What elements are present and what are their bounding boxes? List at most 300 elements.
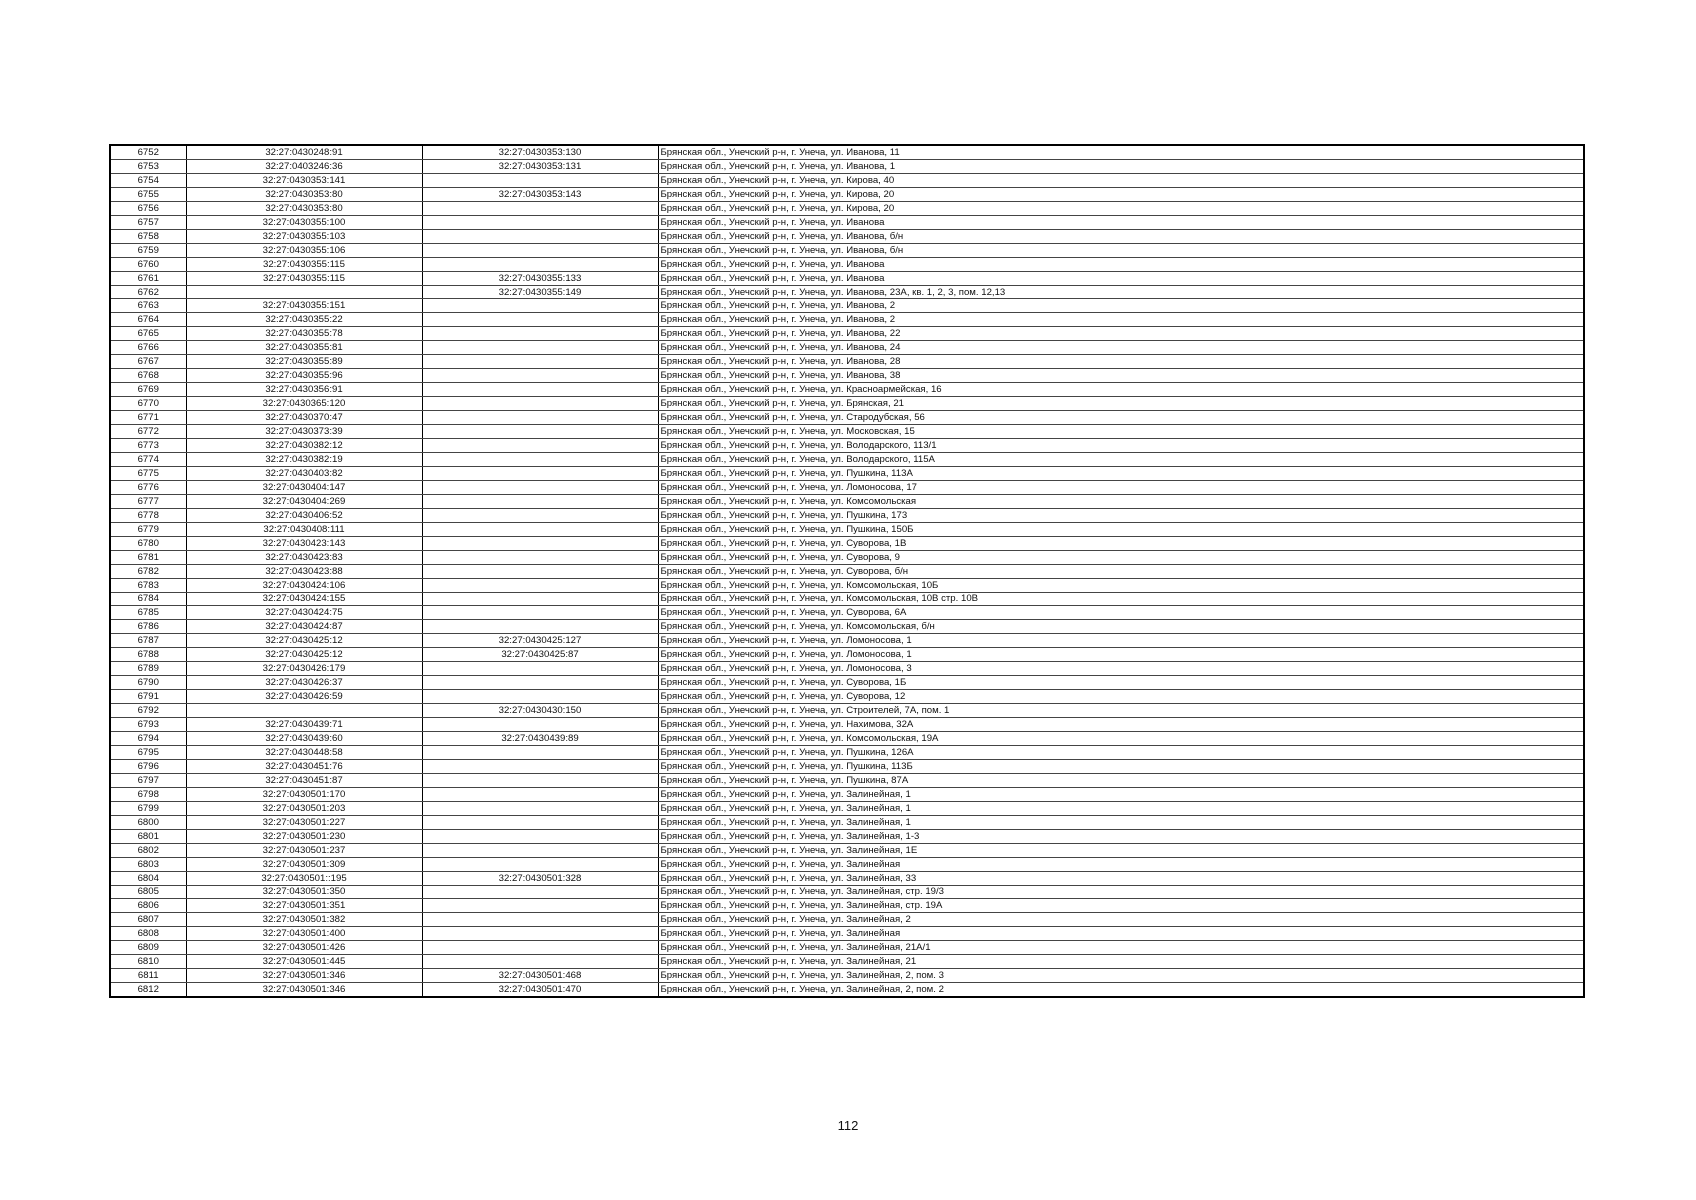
land-plot-cadastral-cell: 32:27:0430353:80 <box>186 187 422 201</box>
row-number-cell: 6780 <box>110 536 186 550</box>
address-cell: Брянская обл., Унечский р-н, г. Унеча, ул. Комсомольская <box>658 494 1584 508</box>
address-cell: Брянская обл., Унечский р-н, г. Унеча, ул. Иванова, 28 <box>658 355 1584 369</box>
building-cadastral-cell <box>422 480 658 494</box>
building-cadastral-cell <box>422 941 658 955</box>
building-cadastral-cell <box>422 313 658 327</box>
land-plot-cadastral-cell: 32:27:0430501:227 <box>186 815 422 829</box>
row-number-cell: 6808 <box>110 927 186 941</box>
table-row <box>110 620 1584 634</box>
table-row <box>110 327 1584 341</box>
building-cadastral-cell <box>422 369 658 383</box>
address-cell: Брянская обл., Унечский р-н, г. Унеча, ул. Суворова, 12 <box>658 690 1584 704</box>
row-number-cell: 6781 <box>110 550 186 564</box>
address-cell: Брянская обл., Унечский р-н, г. Унеча, ул. Комсомольская, б/н <box>658 620 1584 634</box>
address-cell: Брянская обл., Унечский р-н, г. Унеча, ул. Кирова, 20 <box>658 201 1584 215</box>
address-cell: Брянская обл., Унечский р-н, г. Унеча, ул. Красноармейская, 16 <box>658 383 1584 397</box>
row-number-cell: 6773 <box>110 439 186 453</box>
land-plot-cadastral-cell: 32:27:0430426:37 <box>186 676 422 690</box>
land-plot-cadastral-cell: 32:27:0430382:12 <box>186 439 422 453</box>
row-number-cell: 6766 <box>110 341 186 355</box>
address-cell: Брянская обл., Унечский р-н, г. Унеча, ул. Пушкина, 150Б <box>658 522 1584 536</box>
land-plot-cadastral-cell: 32:27:0430353:80 <box>186 201 422 215</box>
table-row <box>110 815 1584 829</box>
row-number-cell: 6787 <box>110 634 186 648</box>
table-row <box>110 913 1584 927</box>
registry-table-body <box>110 145 1584 997</box>
table-row <box>110 508 1584 522</box>
address-cell: Брянская обл., Унечский р-н, г. Унеча, ул. Залинейная, стр. 19А <box>658 899 1584 913</box>
building-cadastral-cell: 32:27:0430501:470 <box>422 983 658 997</box>
table-row <box>110 983 1584 997</box>
table-row <box>110 718 1584 732</box>
building-cadastral-cell: 32:27:0430353:143 <box>422 187 658 201</box>
land-plot-cadastral-cell: 32:27:0430451:87 <box>186 773 422 787</box>
address-cell: Брянская обл., Унечский р-н, г. Унеча, ул. Суворова, 1Б <box>658 676 1584 690</box>
building-cadastral-cell <box>422 229 658 243</box>
land-plot-cadastral-cell: 32:27:0430501:237 <box>186 843 422 857</box>
row-number-cell: 6755 <box>110 187 186 201</box>
row-number-cell: 6800 <box>110 815 186 829</box>
address-cell: Брянская обл., Унечский р-н, г. Унеча, ул. Комсомольская, 10Б <box>658 578 1584 592</box>
address-cell: Брянская обл., Унечский р-н, г. Унеча, ул. Суворова, б/н <box>658 564 1584 578</box>
land-plot-cadastral-cell: 32:27:0430355:151 <box>186 299 422 313</box>
building-cadastral-cell <box>422 578 658 592</box>
land-plot-cadastral-cell: 32:27:0430355:96 <box>186 369 422 383</box>
building-cadastral-cell <box>422 452 658 466</box>
land-plot-cadastral-cell: 32:27:0430406:52 <box>186 508 422 522</box>
land-plot-cadastral-cell: 32:27:0430451:76 <box>186 759 422 773</box>
address-cell: Брянская обл., Унечский р-н, г. Унеча, ул. Залинейная, 1Е <box>658 843 1584 857</box>
address-cell: Брянская обл., Унечский р-н, г. Унеча, ул. Ломоносова, 3 <box>658 662 1584 676</box>
building-cadastral-cell <box>422 508 658 522</box>
table-row <box>110 927 1584 941</box>
land-plot-cadastral-cell: 32:27:0430353:141 <box>186 173 422 187</box>
land-plot-cadastral-cell: 32:27:0430355:78 <box>186 327 422 341</box>
table-row <box>110 159 1584 173</box>
building-cadastral-cell <box>422 355 658 369</box>
building-cadastral-cell <box>422 592 658 606</box>
building-cadastral-cell <box>422 383 658 397</box>
row-number-cell: 6794 <box>110 732 186 746</box>
building-cadastral-cell <box>422 425 658 439</box>
row-number-cell: 6771 <box>110 411 186 425</box>
row-number-cell: 6778 <box>110 508 186 522</box>
land-plot-cadastral-cell: 32:27:0430404:269 <box>186 494 422 508</box>
building-cadastral-cell <box>422 857 658 871</box>
address-cell: Брянская обл., Унечский р-н, г. Унеча, ул. Пушкина, 126А <box>658 745 1584 759</box>
row-number-cell: 6783 <box>110 578 186 592</box>
building-cadastral-cell: 32:27:0430501:328 <box>422 871 658 885</box>
building-cadastral-cell <box>422 215 658 229</box>
building-cadastral-cell: 32:27:0430430:150 <box>422 704 658 718</box>
row-number-cell: 6811 <box>110 969 186 983</box>
land-plot-cadastral-cell <box>186 704 422 718</box>
address-cell: Брянская обл., Унечский р-н, г. Унеча, ул. Пушкина, 173 <box>658 508 1584 522</box>
land-plot-cadastral-cell: 32:27:0430248:91 <box>186 145 422 159</box>
building-cadastral-cell <box>422 564 658 578</box>
table-row <box>110 480 1584 494</box>
building-cadastral-cell: 32:27:0430425:127 <box>422 634 658 648</box>
land-plot-cadastral-cell: 32:27:0430404:147 <box>186 480 422 494</box>
table-row <box>110 397 1584 411</box>
row-number-cell: 6805 <box>110 885 186 899</box>
land-plot-cadastral-cell: 32:27:0430355:115 <box>186 257 422 271</box>
building-cadastral-cell <box>422 955 658 969</box>
land-plot-cadastral-cell: 32:27:0430501:445 <box>186 955 422 969</box>
table-row <box>110 941 1584 955</box>
row-number-cell: 6785 <box>110 606 186 620</box>
row-number-cell: 6803 <box>110 857 186 871</box>
building-cadastral-cell <box>422 773 658 787</box>
table-row <box>110 592 1584 606</box>
land-plot-cadastral-cell: 32:27:0430424:155 <box>186 592 422 606</box>
table-row <box>110 425 1584 439</box>
row-number-cell: 6789 <box>110 662 186 676</box>
building-cadastral-cell <box>422 815 658 829</box>
row-number-cell: 6804 <box>110 871 186 885</box>
land-plot-cadastral-cell: 32:27:0430365:120 <box>186 397 422 411</box>
address-cell: Брянская обл., Унечский р-н, г. Унеча, ул. Иванова, 22 <box>658 327 1584 341</box>
address-cell: Брянская обл., Унечский р-н, г. Унеча, ул. Залинейная <box>658 857 1584 871</box>
table-row <box>110 299 1584 313</box>
land-plot-cadastral-cell: 32:27:0430370:47 <box>186 411 422 425</box>
row-number-cell: 6753 <box>110 159 186 173</box>
land-plot-cadastral-cell: 32:27:0430373:39 <box>186 425 422 439</box>
building-cadastral-cell <box>422 201 658 215</box>
table-row <box>110 201 1584 215</box>
row-number-cell: 6782 <box>110 564 186 578</box>
address-cell: Брянская обл., Унечский р-н, г. Унеча, ул. Пушкина, 113Б <box>658 759 1584 773</box>
address-cell: Брянская обл., Унечский р-н, г. Унеча, ул. Стародубская, 56 <box>658 411 1584 425</box>
building-cadastral-cell <box>422 606 658 620</box>
address-cell: Брянская обл., Унечский р-н, г. Унеча, ул. Залинейная, 21А/1 <box>658 941 1584 955</box>
address-cell: Брянская обл., Унечский р-н, г. Унеча, ул. Залинейная, 2, пом. 3 <box>658 969 1584 983</box>
building-cadastral-cell <box>422 913 658 927</box>
table-row <box>110 732 1584 746</box>
row-number-cell: 6768 <box>110 369 186 383</box>
row-number-cell: 6797 <box>110 773 186 787</box>
row-number-cell: 6760 <box>110 257 186 271</box>
building-cadastral-cell <box>422 843 658 857</box>
land-plot-cadastral-cell: 32:27:0430439:60 <box>186 732 422 746</box>
table-row <box>110 829 1584 843</box>
row-number-cell: 6809 <box>110 941 186 955</box>
address-cell: Брянская обл., Унечский р-н, г. Унеча, ул. Пушкина, 113А <box>658 466 1584 480</box>
address-cell: Брянская обл., Унечский р-н, г. Унеча, ул. Залинейная, 1-3 <box>658 829 1584 843</box>
building-cadastral-cell: 32:27:0430425:87 <box>422 648 658 662</box>
address-cell: Брянская обл., Унечский р-н, г. Унеча, ул. Иванова, 23А, кв. 1, 2, 3, пом. 12,13 <box>658 285 1584 299</box>
land-plot-cadastral-cell: 32:27:0430355:100 <box>186 215 422 229</box>
land-plot-cadastral-cell: 32:27:0430501:346 <box>186 969 422 983</box>
table-row <box>110 411 1584 425</box>
address-cell: Брянская обл., Унечский р-н, г. Унеча, ул. Ломоносова, 1 <box>658 648 1584 662</box>
land-plot-cadastral-cell: 32:27:0430356:91 <box>186 383 422 397</box>
land-plot-cadastral-cell: 32:27:0430501:382 <box>186 913 422 927</box>
table-row <box>110 885 1584 899</box>
address-cell: Брянская обл., Унечский р-н, г. Унеча, ул. Иванова, 1 <box>658 159 1584 173</box>
row-number-cell: 6779 <box>110 522 186 536</box>
land-plot-cadastral-cell: 32:27:0430425:12 <box>186 648 422 662</box>
row-number-cell: 6770 <box>110 397 186 411</box>
building-cadastral-cell <box>422 787 658 801</box>
building-cadastral-cell <box>422 690 658 704</box>
table-row <box>110 550 1584 564</box>
address-cell: Брянская обл., Унечский р-н, г. Унеча, ул. Залинейная, 2 <box>658 913 1584 927</box>
table-row <box>110 606 1584 620</box>
building-cadastral-cell <box>422 885 658 899</box>
table-row <box>110 452 1584 466</box>
table-row <box>110 745 1584 759</box>
table-row <box>110 787 1584 801</box>
address-cell: Брянская обл., Унечский р-н, г. Унеча, ул. Залинейная, стр. 19/3 <box>658 885 1584 899</box>
table-row <box>110 969 1584 983</box>
building-cadastral-cell <box>422 439 658 453</box>
table-row <box>110 187 1584 201</box>
address-cell: Брянская обл., Унечский р-н, г. Унеча, ул. Кирова, 20 <box>658 187 1584 201</box>
land-plot-cadastral-cell: 32:27:0430423:88 <box>186 564 422 578</box>
building-cadastral-cell <box>422 397 658 411</box>
building-cadastral-cell <box>422 620 658 634</box>
building-cadastral-cell <box>422 676 658 690</box>
table-row <box>110 341 1584 355</box>
building-cadastral-cell: 32:27:0430353:130 <box>422 145 658 159</box>
address-cell: Брянская обл., Унечский р-н, г. Унеча, ул. Залинейная, 21 <box>658 955 1584 969</box>
row-number-cell: 6758 <box>110 229 186 243</box>
address-cell: Брянская обл., Унечский р-н, г. Унеча, ул. Ломоносова, 1 <box>658 634 1584 648</box>
building-cadastral-cell <box>422 745 658 759</box>
row-number-cell: 6769 <box>110 383 186 397</box>
table-row <box>110 355 1584 369</box>
land-plot-cadastral-cell: 32:27:0430501:400 <box>186 927 422 941</box>
row-number-cell: 6775 <box>110 466 186 480</box>
land-plot-cadastral-cell: 32:27:0430448:58 <box>186 745 422 759</box>
table-row <box>110 439 1584 453</box>
row-number-cell: 6776 <box>110 480 186 494</box>
table-row <box>110 634 1584 648</box>
building-cadastral-cell <box>422 536 658 550</box>
row-number-cell: 6763 <box>110 299 186 313</box>
cadastral-registry-table <box>109 144 1585 998</box>
row-number-cell: 6798 <box>110 787 186 801</box>
table-row <box>110 676 1584 690</box>
table-row <box>110 662 1584 676</box>
building-cadastral-cell <box>422 662 658 676</box>
row-number-cell: 6791 <box>110 690 186 704</box>
land-plot-cadastral-cell: 32:27:0430501:309 <box>186 857 422 871</box>
land-plot-cadastral-cell: 32:27:0430355:103 <box>186 229 422 243</box>
row-number-cell: 6767 <box>110 355 186 369</box>
land-plot-cadastral-cell: 32:27:0430424:106 <box>186 578 422 592</box>
land-plot-cadastral-cell <box>186 285 422 299</box>
row-number-cell: 6764 <box>110 313 186 327</box>
row-number-cell: 6793 <box>110 718 186 732</box>
address-cell: Брянская обл., Унечский р-н, г. Унеча, ул. Суворова, 1В <box>658 536 1584 550</box>
building-cadastral-cell <box>422 899 658 913</box>
land-plot-cadastral-cell: 32:27:0430439:71 <box>186 718 422 732</box>
table-row <box>110 271 1584 285</box>
land-plot-cadastral-cell: 32:27:0430501::195 <box>186 871 422 885</box>
row-number-cell: 6810 <box>110 955 186 969</box>
address-cell: Брянская обл., Унечский р-н, г. Унеча, ул. Суворова, 9 <box>658 550 1584 564</box>
table-row <box>110 522 1584 536</box>
address-cell: Брянская обл., Унечский р-н, г. Унеча, ул. Нахимова, 32А <box>658 718 1584 732</box>
address-cell: Брянская обл., Унечский р-н, г. Унеча, ул. Комсомольская, 19А <box>658 732 1584 746</box>
table-row <box>110 899 1584 913</box>
table-row <box>110 383 1584 397</box>
address-cell: Брянская обл., Унечский р-н, г. Унеча, ул. Залинейная, 1 <box>658 815 1584 829</box>
row-number-cell: 6774 <box>110 452 186 466</box>
address-cell: Брянская обл., Унечский р-н, г. Унеча, ул. Пушкина, 87А <box>658 773 1584 787</box>
address-cell: Брянская обл., Унечский р-н, г. Унеча, ул. Иванова, 2 <box>658 313 1584 327</box>
row-number-cell: 6757 <box>110 215 186 229</box>
table-row <box>110 313 1584 327</box>
address-cell: Брянская обл., Унечский р-н, г. Унеча, ул. Залинейная <box>658 927 1584 941</box>
land-plot-cadastral-cell: 32:27:0430501:230 <box>186 829 422 843</box>
address-cell: Брянская обл., Унечский р-н, г. Унеча, ул. Ломоносова, 17 <box>658 480 1584 494</box>
row-number-cell: 6796 <box>110 759 186 773</box>
row-number-cell: 6795 <box>110 745 186 759</box>
land-plot-cadastral-cell: 32:27:0430501:426 <box>186 941 422 955</box>
building-cadastral-cell: 32:27:0430355:149 <box>422 285 658 299</box>
row-number-cell: 6762 <box>110 285 186 299</box>
land-plot-cadastral-cell: 32:27:0430424:87 <box>186 620 422 634</box>
table-row <box>110 564 1584 578</box>
address-cell: Брянская обл., Унечский р-н, г. Унеча, ул. Иванова <box>658 257 1584 271</box>
land-plot-cadastral-cell: 32:27:0430424:75 <box>186 606 422 620</box>
table-row <box>110 871 1584 885</box>
land-plot-cadastral-cell: 32:27:0430355:81 <box>186 341 422 355</box>
address-cell: Брянская обл., Унечский р-н, г. Унеча, ул. Иванова, б/н <box>658 243 1584 257</box>
land-plot-cadastral-cell: 32:27:0430501:346 <box>186 983 422 997</box>
land-plot-cadastral-cell: 32:27:0430425:12 <box>186 634 422 648</box>
row-number-cell: 6765 <box>110 327 186 341</box>
land-plot-cadastral-cell: 32:27:0430426:179 <box>186 662 422 676</box>
address-cell: Брянская обл., Унечский р-н, г. Унеча, ул. Кирова, 40 <box>658 173 1584 187</box>
land-plot-cadastral-cell: 32:27:0430355:106 <box>186 243 422 257</box>
table-row <box>110 773 1584 787</box>
table-row <box>110 466 1584 480</box>
building-cadastral-cell <box>422 718 658 732</box>
address-cell: Брянская обл., Унечский р-н, г. Унеча, ул. Московская, 15 <box>658 425 1584 439</box>
table-row <box>110 145 1584 159</box>
row-number-cell: 6799 <box>110 801 186 815</box>
row-number-cell: 6792 <box>110 704 186 718</box>
building-cadastral-cell <box>422 927 658 941</box>
table-row <box>110 843 1584 857</box>
row-number-cell: 6807 <box>110 913 186 927</box>
building-cadastral-cell <box>422 466 658 480</box>
land-plot-cadastral-cell: 32:27:0430403:82 <box>186 466 422 480</box>
building-cadastral-cell <box>422 257 658 271</box>
address-cell: Брянская обл., Унечский р-н, г. Унеча, ул. Комсомольская, 10В стр. 10В <box>658 592 1584 606</box>
address-cell: Брянская обл., Унечский р-н, г. Унеча, ул. Залинейная, 1 <box>658 801 1584 815</box>
address-cell: Брянская обл., Унечский р-н, г. Унеча, ул. Строителей, 7А, пом. 1 <box>658 704 1584 718</box>
row-number-cell: 6752 <box>110 145 186 159</box>
land-plot-cadastral-cell: 32:27:0430408:111 <box>186 522 422 536</box>
table-row <box>110 801 1584 815</box>
table-row <box>110 857 1584 871</box>
building-cadastral-cell: 32:27:0430439:89 <box>422 732 658 746</box>
land-plot-cadastral-cell: 32:27:0430501:170 <box>186 787 422 801</box>
building-cadastral-cell <box>422 173 658 187</box>
land-plot-cadastral-cell: 32:27:0430501:350 <box>186 885 422 899</box>
row-number-cell: 6788 <box>110 648 186 662</box>
building-cadastral-cell: 32:27:0430355:133 <box>422 271 658 285</box>
land-plot-cadastral-cell: 32:27:0403246:36 <box>186 159 422 173</box>
table-row <box>110 690 1584 704</box>
row-number-cell: 6772 <box>110 425 186 439</box>
table-row <box>110 955 1584 969</box>
row-number-cell: 6812 <box>110 983 186 997</box>
address-cell: Брянская обл., Унечский р-н, г. Унеча, ул. Иванова, 24 <box>658 341 1584 355</box>
table-row <box>110 257 1584 271</box>
address-cell: Брянская обл., Унечский р-н, г. Унеча, ул. Залинейная, 2, пом. 2 <box>658 983 1584 997</box>
building-cadastral-cell <box>422 522 658 536</box>
land-plot-cadastral-cell: 32:27:0430355:89 <box>186 355 422 369</box>
row-number-cell: 6777 <box>110 494 186 508</box>
address-cell: Брянская обл., Унечский р-н, г. Унеча, ул. Брянская, 21 <box>658 397 1584 411</box>
building-cadastral-cell <box>422 411 658 425</box>
table-row <box>110 704 1584 718</box>
land-plot-cadastral-cell: 32:27:0430501:351 <box>186 899 422 913</box>
address-cell: Брянская обл., Унечский р-н, г. Унеча, ул. Иванова, б/н <box>658 229 1584 243</box>
table-row <box>110 759 1584 773</box>
table-row <box>110 285 1584 299</box>
building-cadastral-cell <box>422 829 658 843</box>
address-cell: Брянская обл., Унечский р-н, г. Унеча, ул. Иванова, 38 <box>658 369 1584 383</box>
row-number-cell: 6754 <box>110 173 186 187</box>
building-cadastral-cell <box>422 550 658 564</box>
land-plot-cadastral-cell: 32:27:0430501:203 <box>186 801 422 815</box>
building-cadastral-cell <box>422 243 658 257</box>
address-cell: Брянская обл., Унечский р-н, г. Унеча, ул. Иванова, 11 <box>658 145 1584 159</box>
address-cell: Брянская обл., Унечский р-н, г. Унеча, ул. Иванова <box>658 271 1584 285</box>
land-plot-cadastral-cell: 32:27:0430426:59 <box>186 690 422 704</box>
address-cell: Брянская обл., Унечский р-н, г. Унеча, ул. Залинейная, 33 <box>658 871 1584 885</box>
row-number-cell: 6756 <box>110 201 186 215</box>
building-cadastral-cell <box>422 801 658 815</box>
building-cadastral-cell <box>422 299 658 313</box>
address-cell: Брянская обл., Унечский р-н, г. Унеча, ул. Суворова, 6А <box>658 606 1584 620</box>
building-cadastral-cell <box>422 341 658 355</box>
table-row <box>110 369 1584 383</box>
building-cadastral-cell <box>422 327 658 341</box>
building-cadastral-cell: 32:27:0430353:131 <box>422 159 658 173</box>
table-row <box>110 215 1584 229</box>
table-row <box>110 229 1584 243</box>
page-number: 112 <box>837 1118 859 1133</box>
table-row <box>110 578 1584 592</box>
row-number-cell: 6784 <box>110 592 186 606</box>
row-number-cell: 6761 <box>110 271 186 285</box>
building-cadastral-cell: 32:27:0430501:468 <box>422 969 658 983</box>
land-plot-cadastral-cell: 32:27:0430355:22 <box>186 313 422 327</box>
table-row <box>110 173 1584 187</box>
address-cell: Брянская обл., Унечский р-н, г. Унеча, ул. Залинейная, 1 <box>658 787 1584 801</box>
building-cadastral-cell <box>422 494 658 508</box>
row-number-cell: 6801 <box>110 829 186 843</box>
land-plot-cadastral-cell: 32:27:0430355:115 <box>186 271 422 285</box>
table-row <box>110 494 1584 508</box>
table-row <box>110 648 1584 662</box>
address-cell: Брянская обл., Унечский р-н, г. Унеча, ул. Володарского, 115А <box>658 452 1584 466</box>
address-cell: Брянская обл., Унечский р-н, г. Унеча, ул. Володарского, 113/1 <box>658 439 1584 453</box>
address-cell: Брянская обл., Унечский р-н, г. Унеча, ул. Иванова, 2 <box>658 299 1584 313</box>
land-plot-cadastral-cell: 32:27:0430423:143 <box>186 536 422 550</box>
table-row <box>110 536 1584 550</box>
row-number-cell: 6786 <box>110 620 186 634</box>
row-number-cell: 6806 <box>110 899 186 913</box>
